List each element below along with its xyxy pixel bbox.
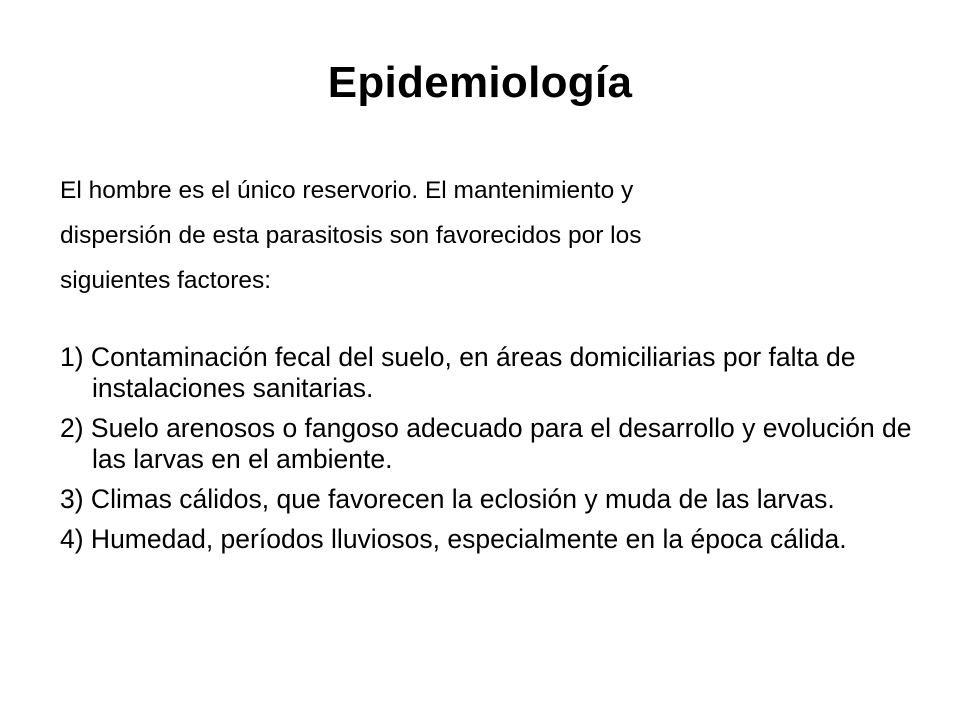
intro-line: El hombre es el único reservorio. El mantenimiento y (60, 177, 634, 204)
factor-item: 3) Climas cálidos, que favorecen la eclosión y muda de las larvas. (60, 484, 835, 514)
intro-paragraph (60, 168, 920, 303)
factor-item: 2) Suelo arenosos o fangoso adecuado para el desarrollo y evolución de las larvas en el ambiente. (60, 413, 912, 474)
intro-line: dispersión de esta parasitosis son favorecidos por los (60, 222, 642, 249)
intro-line: siguientes factores: (60, 267, 272, 294)
factors-list (60, 342, 930, 564)
factor-item: 4) Humedad, períodos lluviosos, especialmente en la época cálida. (60, 524, 847, 554)
slide-title: Epidemiología (327, 58, 633, 107)
factor-item: 1) Contaminación fecal del suelo, en áreas domiciliarias por falta de instalaciones sanitarias. (60, 342, 856, 403)
